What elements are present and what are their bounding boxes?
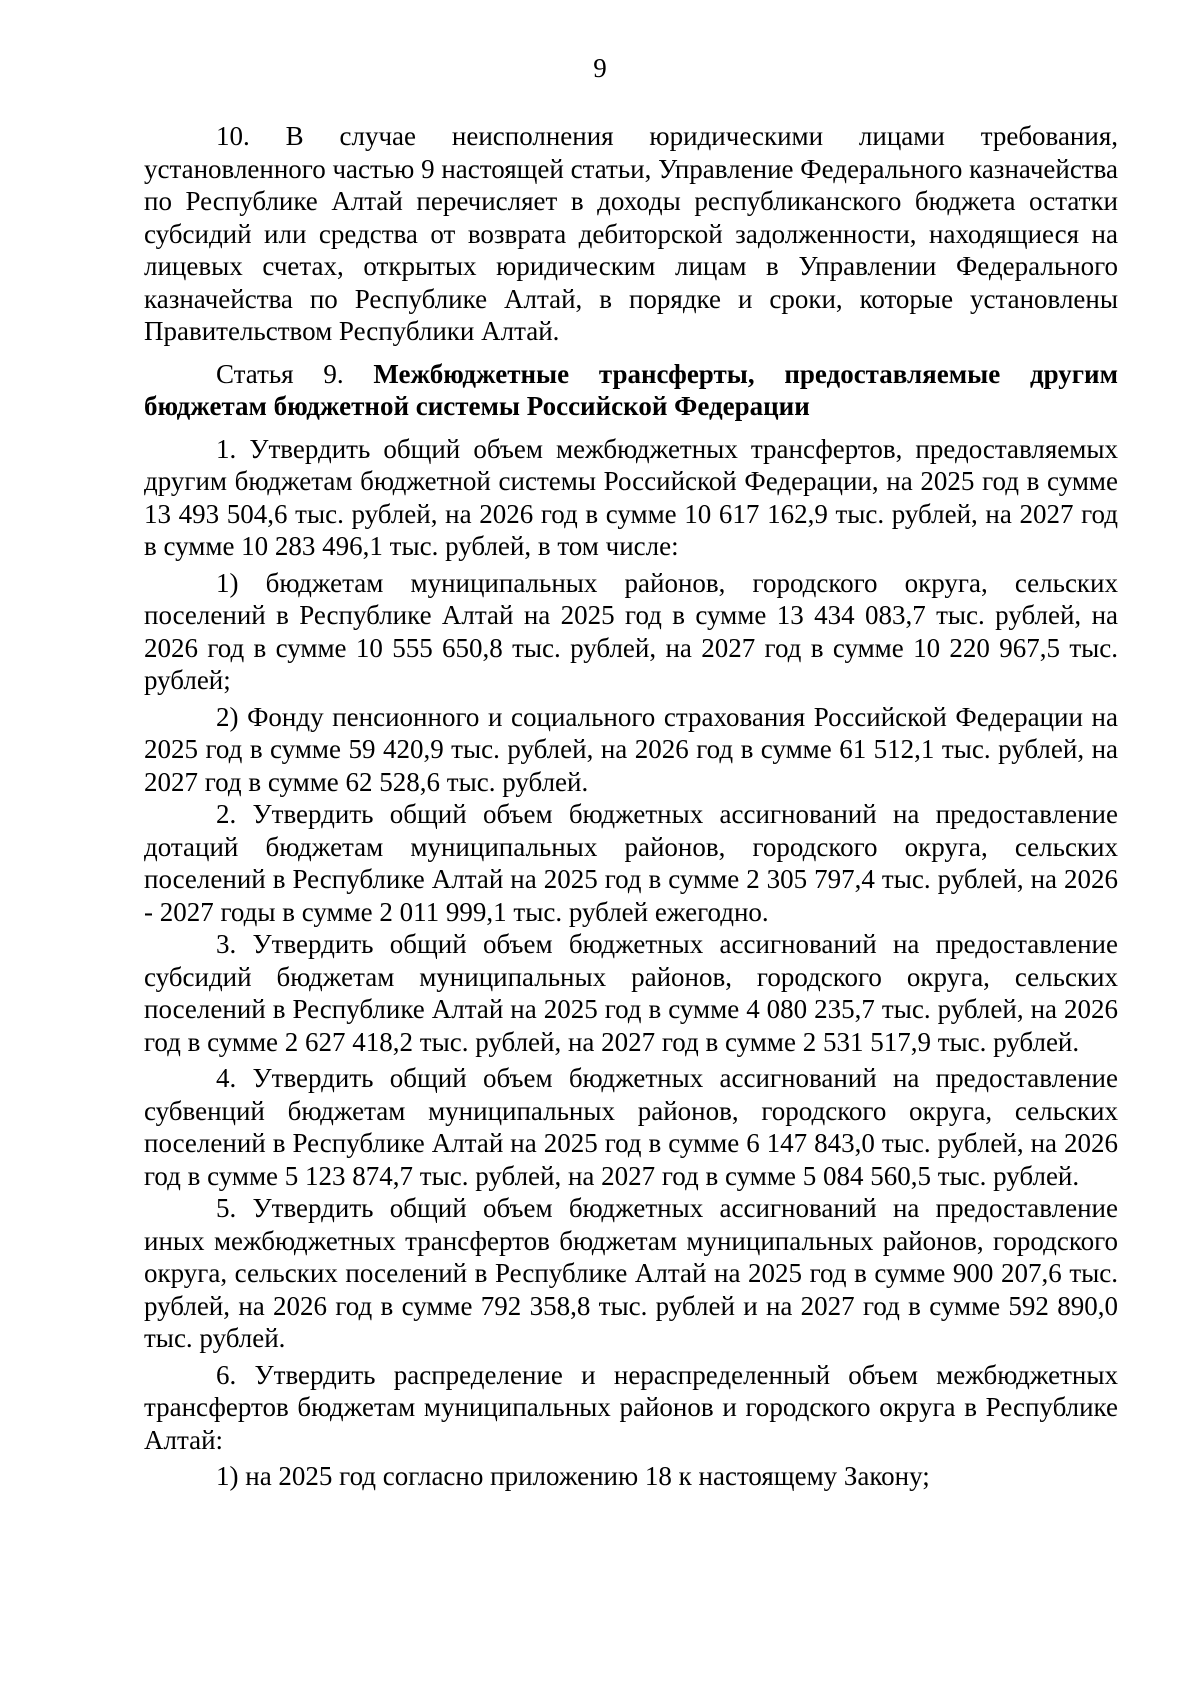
article-title: Межбюджетные трансферты, предоставляемые другим бюджетам бюджетной системы Российской Федерации bbox=[144, 358, 1118, 421]
article-item-4: 4. Утвердить общий объем бюджетных ассигнований на предоставление субвенций бюджетам муниципальных районов, городского округа, сельских поселений в Республике Алтай на 2025 год в сумме 6 147 843,0 тыс. рублей, на 2026 год в сумме 5 123 874,7 тыс. рублей, на 2027 год в сумме 5 084 560,5 тыс. рублей. bbox=[144, 1063, 1118, 1191]
article-prefix: Статья 9. bbox=[216, 358, 344, 389]
article-item-3: 3. Утвердить общий объем бюджетных ассигнований на предоставление субсидий бюджетам муниципальных районов, городского округа, сельских поселений в Республике Алтай на 2025 год в сумме 4 080 235,7 тыс. рублей, на 2026 год в сумме 2 627 418,2 тыс. рублей, на 2027 год в сумме 2 531 517,9 тыс. рублей. bbox=[144, 929, 1118, 1057]
article-subitem-2: 2) Фонду пенсионного и социального страхования Российской Федерации на 2025 год в сумме 59 420,9 тыс. рублей, на 2026 год в сумме 61 512,1 тыс. рублей, на 2027 год в сумме 62 528,6 тыс. рублей. bbox=[144, 701, 1118, 797]
article-subitem-1: 1) бюджетам муниципальных районов, городского округа, сельских поселений в Республике Алтай на 2025 год в сумме 13 434 083,7 тыс. рублей, на 2026 год в сумме 10 555 650,8 тыс. рублей, на 2027 год в сумме 10 220 967,5 тыс. рублей; bbox=[144, 567, 1118, 695]
article-item-2: 2. Утвердить общий объем бюджетных ассигнований на предоставление дотаций бюджетам муниципальных районов, городского округа, сельских поселений в Республике Алтай на 2025 год в сумме 2 305 797,4 тыс. рублей, на 2026 - 2027 годы в сумме 2 011 999,1 тыс. рублей ежегодно. bbox=[144, 799, 1118, 927]
article-item-1: 1. Утвердить общий объем межбюджетных трансфертов, предоставляемых другим бюджетам бюджетной системы Российской Федерации, на 2025 год в сумме 13 493 504,6 тыс. рублей, на 2026 год в сумме 10 617 162,9 тыс. рублей, на 2027 год в сумме 10 283 496,1 тыс. рублей, в том числе: bbox=[144, 433, 1118, 561]
article-item-5: 5. Утвердить общий объем бюджетных ассигнований на предоставление иных межбюджетных трансфертов бюджетам муниципальных районов, городского округа, сельских поселений в Республике Алтай на 2025 год в сумме 900 207,6 тыс. рублей, на 2026 год в сумме 792 358,8 тыс. рублей и на 2027 год в сумме 592 890,0 тыс. рублей. bbox=[144, 1193, 1118, 1353]
article-item-6: 6. Утвердить распределение и нераспределенный объем межбюджетных трансфертов бюджетам муниципальных районов и городского округа в Республике Алтай: bbox=[144, 1359, 1118, 1455]
document-body bbox=[144, 120, 1118, 1493]
page-number: 9 bbox=[593, 53, 607, 83]
article-subitem-6-1: 1) на 2025 год согласно приложению 18 к настоящему Закону; bbox=[216, 1461, 930, 1491]
article-heading bbox=[144, 358, 1118, 423]
paragraph-10: 10. В случае неисполнения юридическими лицами требования, установленного частью 9 настоящей статьи, Управление Федерального казначейства по Республике Алтай перечисляет в доходы республиканского бюджета остатки субсидий или средства от возврата дебиторской задолженности, находящиеся на лицевых счетах, открытых юридическим лицам в Управлении Федерального казначейства по Республике Алтай, в порядке и сроки, которые установлены Правительством Республики Алтай. bbox=[144, 121, 1118, 346]
